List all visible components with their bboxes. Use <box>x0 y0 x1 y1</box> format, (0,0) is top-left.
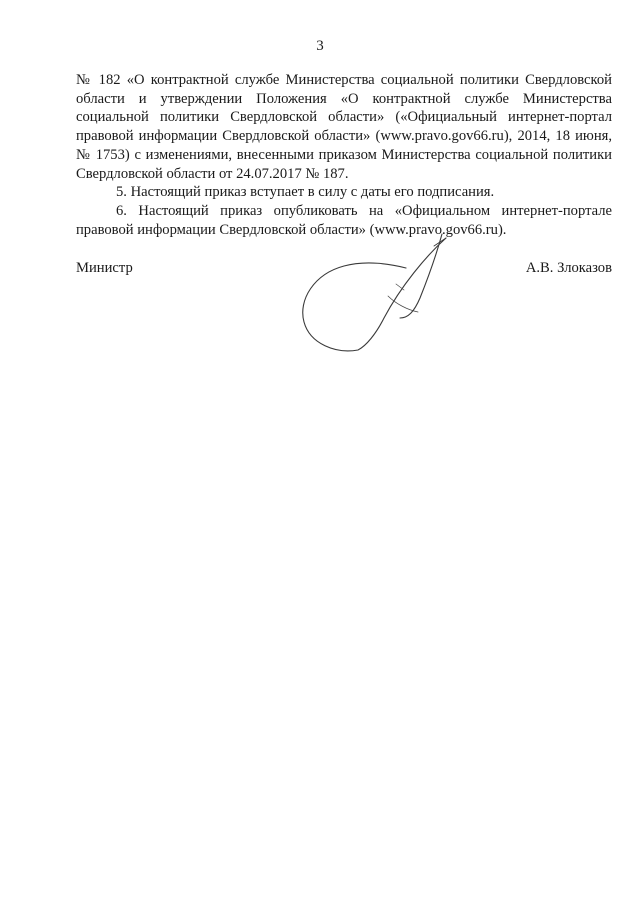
paragraph-continuation: № 182 «О контрактной службе Министерства социальной политики Свердловской области и утверждении Положения «О контрактной службе Министерства социальной политики Свердловской области» («Официальный интернет-портал правовой информации Свердловской области» (www.pravo.gov66.ru), 2014, 18 июня, № 1753) с изменениями, внесенными приказом Министерства социальной политики Свердловской области от 24.07.2017 № 187. <box>76 72 612 182</box>
document-body <box>76 71 612 239</box>
signatory-title: Министр <box>76 260 133 276</box>
signatory-name: А.В. Злоказов <box>525 260 612 276</box>
handwritten-signature-icon <box>296 226 456 356</box>
page-number: 3 <box>316 38 324 54</box>
paragraph-item-5: 5. Настоящий приказ вступает в силу с даты его подписания. <box>116 184 495 201</box>
paragraph-item-6: 6. Настоящий приказ опубликовать на «Официальном интернет-портале правовой информации Свердловской области» (www.pravo.gov66.ru). <box>76 202 612 238</box>
